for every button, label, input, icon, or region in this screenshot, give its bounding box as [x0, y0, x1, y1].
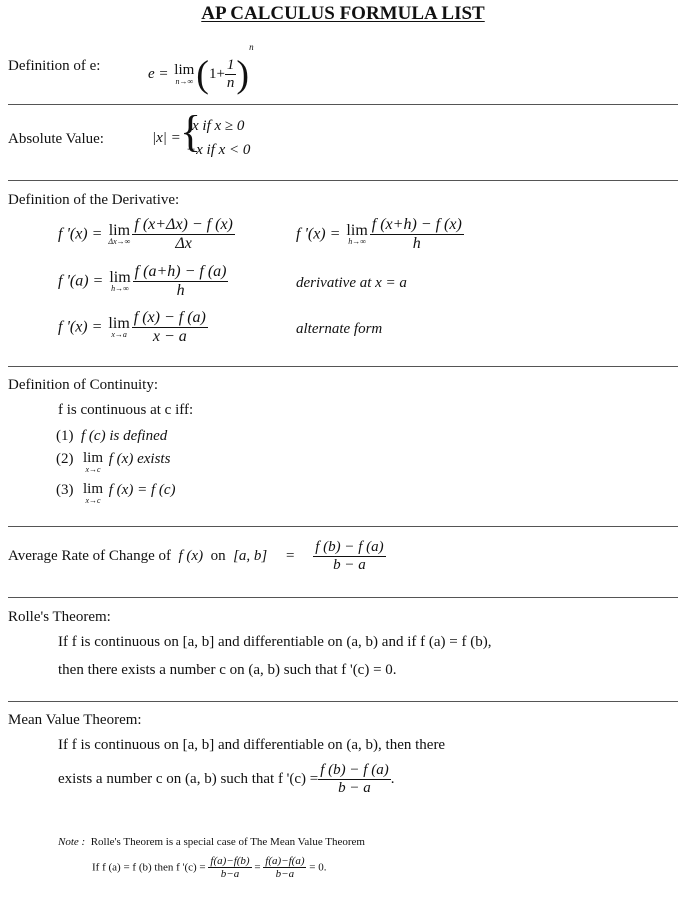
- note-line: Note : Rolle's Theorem is a special case of The Mean Value Theorem: [58, 836, 365, 848]
- e-definition-formula: e = lim n→∞ (1+ $\frac{1}{n}$ )$^n$: [148, 42, 254, 96]
- derivative-formula-2: f '(x) = lim h→∞ $\frac{f (x+h) - f (x)}{h}$: [296, 216, 462, 252]
- derivative-label: Definition of the Derivative:: [8, 192, 180, 208]
- mvt-label: Mean Value Theorem:: [8, 712, 142, 728]
- continuity-label: Definition of Continuity:: [8, 377, 158, 393]
- continuity-intro: f is continuous at c iff:: [58, 402, 194, 418]
- absolute-value-case2: −x if x < 0: [186, 142, 251, 158]
- derivative-formula-1: f '(x) = lim Δx→∞ $\frac{f (x+\Delta x) - f (x)}{\Delta x}$: [58, 216, 233, 252]
- absolute-value-label: Absolute Value:: [8, 131, 104, 147]
- rolle-line-1: If f is continuous on [a, b] and differentiable on (a, b) and if f (a) = f (b),: [58, 634, 492, 650]
- continuity-item-1: (1) f (c) is defined: [56, 428, 168, 444]
- e-fraction: $\frac{1}{n}$: [226, 57, 235, 92]
- rolle-theorem-label: Rolle's Theorem:: [8, 609, 111, 625]
- mvt-line-1: If f is continuous on [a, b] and differentiable on (a, b), then there: [58, 737, 446, 753]
- e-exponent: n: [249, 42, 254, 52]
- derivative-formula-3: f '(a) = lim h→∞ $\frac{f (a+h) - f (a)}{h}$: [58, 263, 227, 299]
- brace: {: [180, 107, 202, 156]
- absolute-value-case1: x if x ≥ 0: [192, 118, 245, 134]
- divider: [8, 597, 678, 598]
- e-definition-label: Definition of e:: [8, 58, 101, 74]
- mvt-line-2: exists a number c on (a, b) such that f '(c) = $\frac{f (b) - f (a)}{b - a}$ .: [58, 762, 395, 796]
- divider: [8, 180, 678, 181]
- divider: [8, 526, 678, 527]
- note-formula: If f (a) = f (b) then f '(c) = $\frac{f(a)-f(b)}{b-a}$ = $\frac{f(a)-f(a)}{b-a}$ = 0.: [92, 855, 327, 880]
- e-limit: lim n→∞: [174, 62, 195, 87]
- continuity-item-3: (3) lim x→c f (x) = f (c): [56, 481, 176, 505]
- alternate-form-note: alternate form: [296, 321, 383, 337]
- absolute-value-lhs: |x| =: [152, 130, 181, 146]
- derivative-formula-4: f '(x) = lim x→a $\frac{f (x) - f (a)}{x - a}$: [58, 309, 206, 345]
- divider: [8, 104, 678, 105]
- divider: [8, 701, 678, 702]
- average-rate-formula: Average Rate of Change of f (x) on [a, b] = $\frac{f (b) - f (a)}{b - a}$: [8, 539, 384, 573]
- divider: [8, 366, 678, 367]
- derivative-at-a-note: derivative at x = a: [296, 275, 407, 291]
- rolle-line-2: then there exists a number c on (a, b) such that f '(c) = 0.: [58, 662, 397, 678]
- e-one-plus: 1+: [208, 66, 225, 83]
- e-lhs: e =: [148, 66, 173, 82]
- page-title: AP CALCULUS FORMULA LIST: [201, 3, 485, 24]
- continuity-item-2: (2) lim x→c f (x) exists: [56, 450, 171, 474]
